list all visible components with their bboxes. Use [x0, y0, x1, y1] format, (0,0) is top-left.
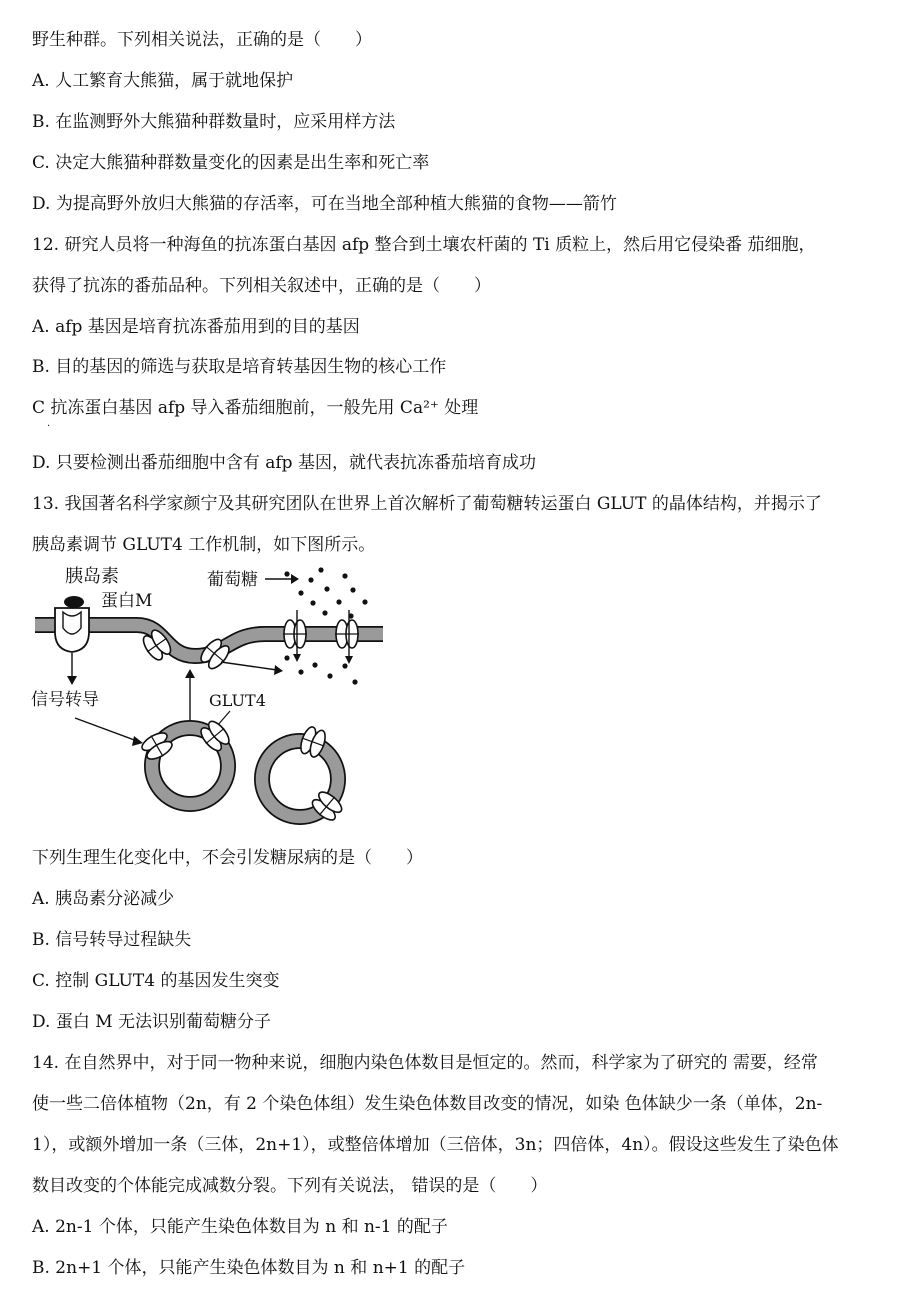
- q11-option-b: B. 在监测野外大熊猫种群数量时，应采用样方法: [32, 112, 396, 132]
- q14-stem-line4: 数目改变的个体能完成减数分裂。下列有关说法， 错误的是（ ）: [32, 1176, 548, 1196]
- q13-option-d: D. 蛋白 M 无法识别葡萄糖分子: [32, 1012, 272, 1032]
- insulin-molecule: [64, 596, 84, 608]
- q13-option-b: B. 信号转导过程缺失: [32, 930, 192, 950]
- q13-question: 下列生理生化变化中，不会引发糖尿病的是（ ）: [32, 848, 423, 868]
- q14-stem-line2: 使一些二倍体植物（2n，有 2 个染色体组）发生染色体数目改变的情况，如染 色体缺少一条（单体，2n-: [32, 1094, 823, 1114]
- q11-option-c: C. 决定大熊猫种群数量变化的因素是出生率和死亡率: [32, 153, 430, 173]
- label-insulin: 胰岛素: [65, 566, 119, 587]
- q11-option-d: D. 为提高野外放归大熊猫的存活率，可在当地全部种植大熊猫的食物——箭竹: [32, 194, 617, 214]
- q12-option-a: A. afp 基因是培育抗冻番茄用到的目的基因: [32, 317, 360, 337]
- q13-stem-line2: 胰岛素调节 GLUT4 工作机制，如下图所示。: [32, 535, 376, 555]
- q12-stem-line1: 12. 研究人员将一种海鱼的抗冻蛋白基因 afp 整合到土壤农杆菌的 Ti 质粒上，然后用它侵染番 茄细胞，: [32, 235, 816, 255]
- label-signal-transduction: 信号转导: [31, 690, 99, 710]
- q12-option-b: B. 目的基因的筛选与获取是培育转基因生物的核心工作: [32, 357, 447, 377]
- label-protein-m: 蛋白M: [101, 591, 153, 611]
- q12-option-d: D. 只要检测出番茄细胞中含有 afp 基因，就代表抗冻番茄培育成功: [32, 453, 536, 473]
- label-glucose: 葡萄糖: [207, 570, 258, 590]
- q13-option-c: C. 控制 GLUT4 的基因发生突变: [32, 971, 280, 991]
- q14-stem-line1: 14. 在自然界中，对于同一物种来说，细胞内染色体数目是恒定的。然而，科学家为了研究的 需要，经常: [32, 1053, 818, 1073]
- q14-stem-line3: 1），或额外增加一条（三体，2n+1），或整倍体增加（三倍体，3n；四倍体，4n）。假设这些发生了染色体: [32, 1135, 839, 1155]
- label-glut4: GLUT4: [209, 691, 266, 710]
- glut4-active-2: [335, 620, 359, 648]
- glut4-active-1: [283, 620, 307, 648]
- q13-stem-line1: 13. 我国著名科学家颜宁及其研究团队在世界上首次解析了葡萄糖转运蛋白 GLUT 的晶体结构，并揭示了: [32, 494, 822, 514]
- q14-option-a: A. 2n-1 个体，只能产生染色体数目为 n 和 n-1 的配子: [32, 1217, 448, 1237]
- q14-option-b: B. 2n+1 个体，只能产生染色体数目为 n 和 n+1 的配子: [32, 1258, 466, 1278]
- q11-option-a: A. 人工繁育大熊猫，属于就地保护: [32, 71, 294, 91]
- receptor-pocket: [63, 612, 81, 634]
- glut4-mechanism-diagram: [25, 558, 395, 840]
- q12-stem-line2: 获得了抗冻的番茄品种。下列相关叙述中，正确的是（ ）: [32, 276, 491, 296]
- q13-option-a: A. 胰岛素分泌减少: [32, 889, 175, 909]
- q11-stem-tail: 野生种群。下列相关说法，正确的是（ ）: [32, 30, 372, 50]
- q12-option-c: C 抗冻蛋白基因 afp 导入番茄细胞前，一般先用 Ca²⁺ 处理: [32, 398, 479, 418]
- stray-dot: .: [47, 418, 51, 429]
